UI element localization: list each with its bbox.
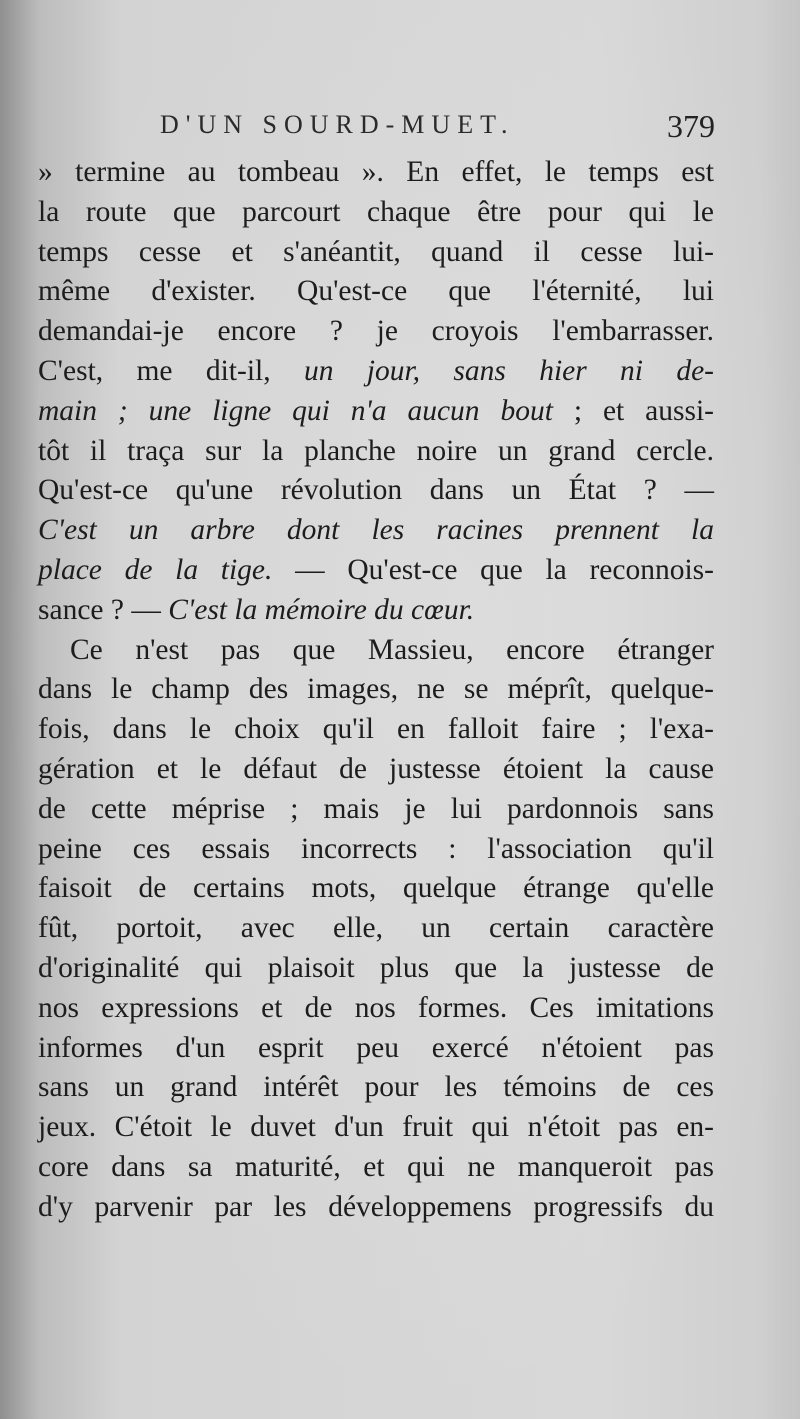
roman-text: sance ? —: [38, 593, 169, 626]
text-line: [38, 949, 714, 989]
text-line: [38, 1108, 714, 1148]
body-text: [38, 153, 714, 1228]
roman-text: même d'exister. Qu'est-ce que l'éternité, lui: [38, 275, 714, 308]
text-line: [38, 710, 714, 750]
text-line: [38, 193, 714, 233]
text-line: [38, 392, 714, 432]
italic-text: un jour, sans hier ni de-: [303, 354, 715, 387]
text-line: [38, 830, 714, 870]
roman-text: d'y parvenir par les développemens progressifs du: [38, 1190, 714, 1223]
roman-text: de cette méprise ; mais je lui pardonnois sans: [38, 792, 714, 825]
text-line: [38, 790, 714, 830]
roman-text: faisoit de certains mots, quelque étrange qu'elle: [38, 872, 714, 905]
text-line: [38, 1029, 714, 1069]
roman-text: nos expressions et de nos formes. Ces imitations: [38, 991, 714, 1024]
text-line: [38, 153, 714, 193]
italic-text: main ; une ligne qui n'a aucun bout: [38, 394, 553, 427]
roman-text: jeux. C'étoit le duvet d'un fruit qui n'étoit pas en-: [38, 1111, 714, 1144]
text-line: [38, 869, 714, 909]
roman-text: gération et le défaut de justesse étoient la cause: [38, 752, 714, 785]
text-line: [38, 1068, 714, 1108]
roman-text: la route que parcourt chaque être pour qui le: [38, 195, 714, 228]
italic-text: place de la tige.: [38, 553, 273, 586]
page-header: [60, 110, 715, 150]
text-line: [38, 989, 714, 1029]
roman-text: ; et aussi-: [552, 394, 715, 427]
text-line: [38, 750, 714, 790]
text-line: [38, 471, 714, 511]
text-line: [38, 511, 714, 551]
roman-text: peine ces essais incorrects : l'association qu'il: [38, 832, 714, 865]
roman-text: core dans sa maturité, et qui ne manqueroit pas: [38, 1150, 714, 1183]
roman-text: fût, portoit, avec elle, un certain caractère: [38, 912, 714, 945]
roman-text: informes d'un esprit peu exercé n'étoient pas: [38, 1031, 714, 1064]
italic-text: C'est un arbre dont les racines prennent la: [38, 514, 714, 547]
italic-text: C'est la mémoire du cœur.: [168, 593, 475, 626]
roman-text: tôt il traça sur la planche noire un grand cercle.: [38, 434, 714, 467]
roman-text: » termine au tombeau ». En effet, le temps est: [38, 156, 714, 188]
roman-text: Ce n'est pas que Massieu, encore étranger: [70, 633, 714, 666]
text-line: [38, 233, 714, 273]
page-number: 379: [667, 108, 715, 144]
roman-text: fois, dans le choix qu'il en falloit faire ; l'exa-: [38, 713, 714, 746]
roman-text: C'est, me dit-il,: [38, 354, 304, 387]
roman-text: dans le champ des images, ne se méprît, quelque-: [38, 673, 714, 706]
text-line: [38, 352, 714, 392]
text-line: [38, 551, 714, 591]
roman-text: temps cesse et s'anéantit, quand il cesse lui-: [38, 235, 714, 268]
text-line: [38, 1188, 714, 1228]
running-head: D'UN SOURD-MUET.: [160, 110, 515, 139]
text-line: [38, 591, 714, 631]
text-line: [38, 909, 714, 949]
text-line: [38, 272, 714, 312]
roman-text: Qu'est-ce qu'une révolution dans un État ? —: [38, 474, 714, 507]
text-line: [38, 432, 714, 472]
text-line: [38, 312, 714, 352]
roman-text: d'originalité qui plaisoit plus que la justesse de: [38, 951, 714, 984]
roman-text: sans un grand intérêt pour les témoins de ces: [38, 1071, 714, 1104]
roman-text: — Qu'est-ce que la reconnois-: [272, 553, 714, 586]
text-line: [38, 631, 714, 671]
roman-text: demandai-je encore ? je croyois l'embarrasser.: [38, 315, 714, 348]
text-line: [38, 1148, 714, 1188]
text-line: [38, 670, 714, 710]
